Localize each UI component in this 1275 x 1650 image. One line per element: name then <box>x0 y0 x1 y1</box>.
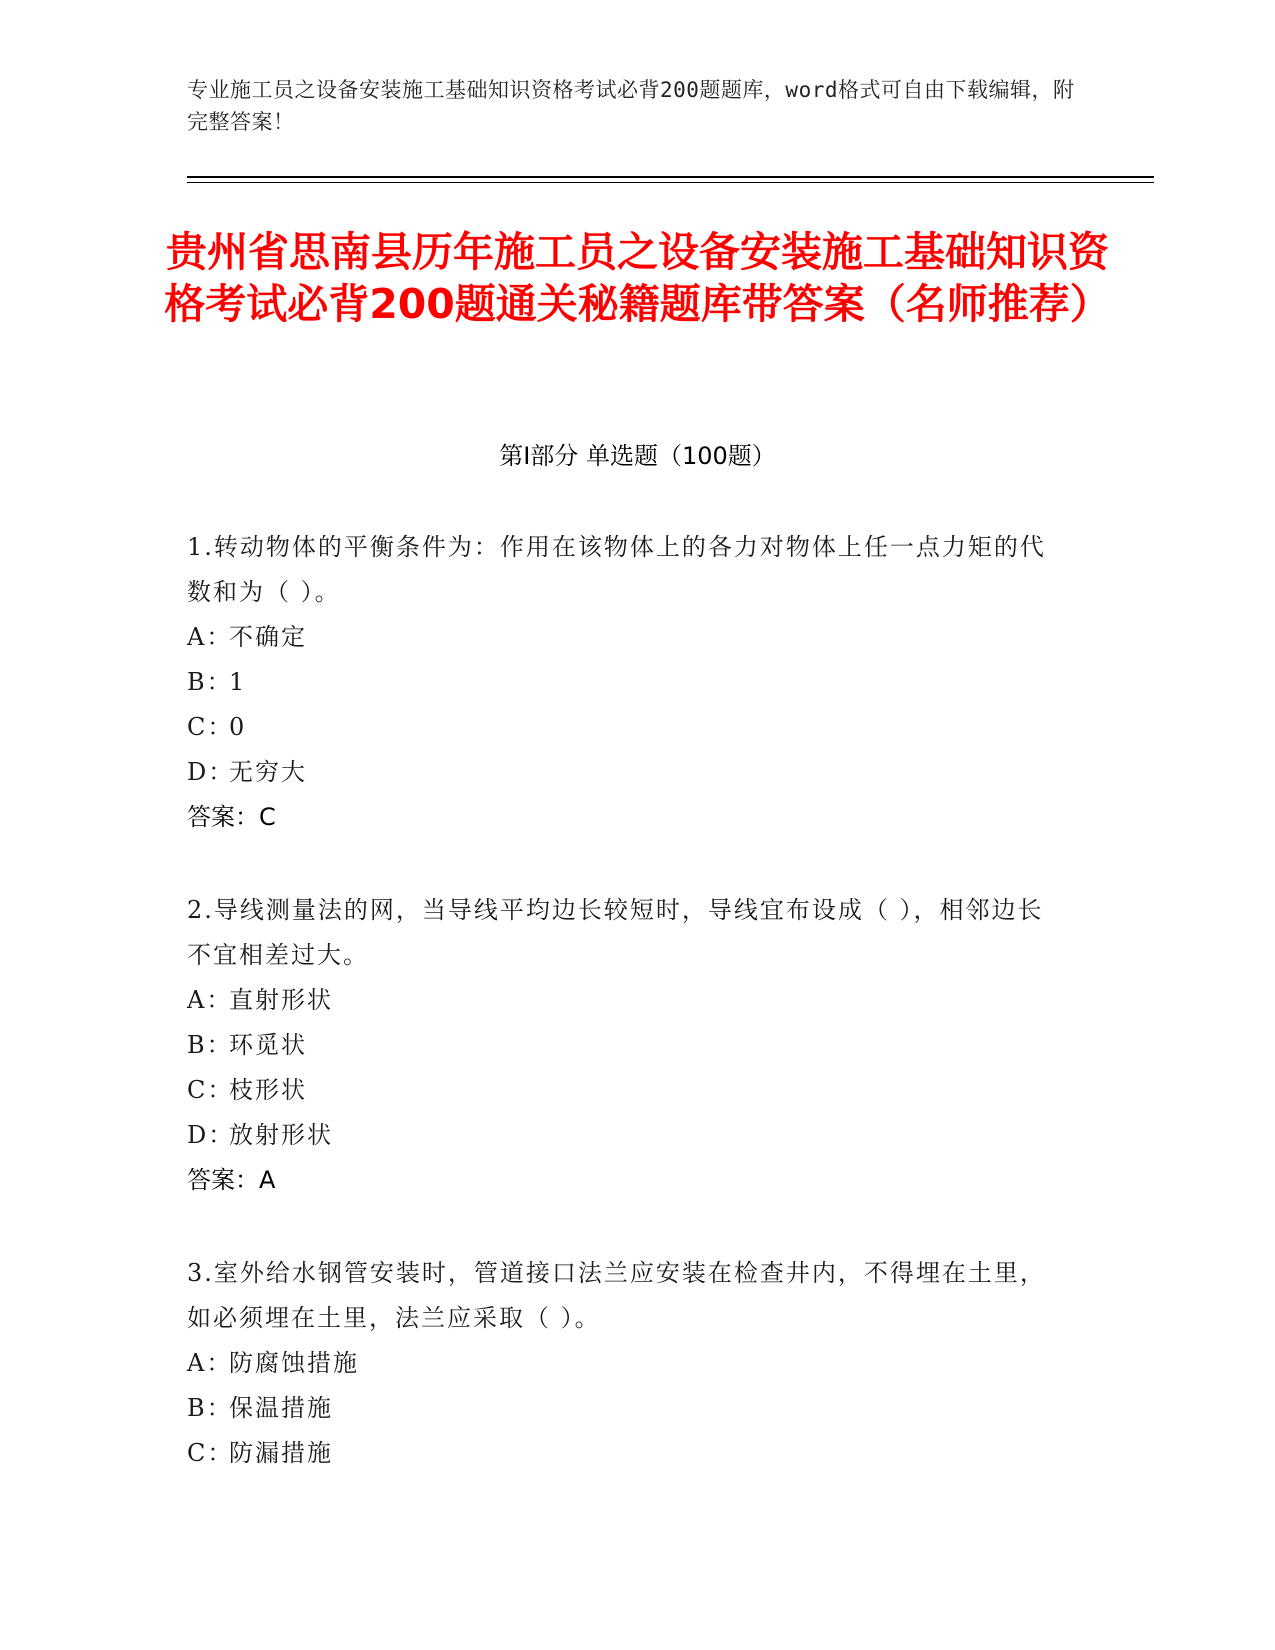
section-title: 第I部分 单选题（100题） <box>499 442 776 470</box>
option-key: C： <box>187 1076 234 1104</box>
option-c <box>187 705 1067 750</box>
question-2 <box>187 888 1067 1203</box>
option-key: A： <box>187 1349 233 1377</box>
option-a <box>187 1341 1067 1386</box>
question-stem: 1.转动物体的平衡条件为：作用在该物体上的各力对物体上任一点力矩的代数和为（ ）。 <box>187 533 1046 606</box>
question-stem: 2.导线测量法的网，当导线平均边长较短时，导线宜布设成（ ），相邻边长不宜相差过大。 <box>187 896 1044 969</box>
header-note: 专业施工员之设备安装施工基础知识资格考试必背200题题库，word格式可自由下载编辑，附完整答案！ <box>187 78 1075 134</box>
option-key: C： <box>187 1439 234 1467</box>
option-b <box>187 1386 1067 1431</box>
document-title: 贵州省思南县历年施工员之设备安装施工基础知识资格考试必背200题通关秘籍题库带答案（名师推荐） <box>164 228 1111 328</box>
header-rule-thin <box>187 182 1154 183</box>
answer-line: 答案：C <box>187 803 276 831</box>
option-key: D： <box>187 758 235 786</box>
option-b <box>187 660 1067 705</box>
option-text: 不确定 <box>229 623 307 651</box>
option-key: D： <box>187 1121 235 1149</box>
option-c <box>187 1431 1067 1476</box>
answer-line: 答案：A <box>187 1166 276 1194</box>
question-1 <box>187 525 1067 840</box>
option-key: B： <box>187 1394 233 1422</box>
header-rule-thick <box>187 176 1154 178</box>
option-text: 防腐蚀措施 <box>229 1349 359 1377</box>
option-text: 枝形状 <box>229 1076 307 1104</box>
question-spacer <box>187 1203 1067 1251</box>
option-text: 直射形状 <box>229 986 333 1014</box>
option-key: B： <box>187 668 233 696</box>
option-text: 保温措施 <box>229 1394 333 1422</box>
question-3 <box>187 1251 1067 1476</box>
option-d <box>187 1113 1067 1158</box>
option-text: 0 <box>229 713 247 741</box>
question-spacer <box>187 840 1067 888</box>
option-b <box>187 1023 1067 1068</box>
option-key: B： <box>187 1031 233 1059</box>
question-list <box>187 525 1067 1476</box>
option-text: 防漏措施 <box>229 1439 333 1467</box>
option-text: 放射形状 <box>229 1121 333 1149</box>
question-stem: 3.室外给水钢管安装时，管道接口法兰应安装在检查井内，不得埋在土里，如必须埋在土里，法兰应采取（ ）。 <box>187 1259 1046 1332</box>
option-key: C： <box>187 713 234 741</box>
option-c <box>187 1068 1067 1113</box>
option-key: A： <box>187 623 233 651</box>
option-text: 无穷大 <box>229 758 307 786</box>
option-text: 环觅状 <box>229 1031 307 1059</box>
option-text: 1 <box>229 668 247 696</box>
option-a <box>187 615 1067 660</box>
option-key: A： <box>187 986 233 1014</box>
option-a <box>187 978 1067 1023</box>
option-d <box>187 750 1067 795</box>
